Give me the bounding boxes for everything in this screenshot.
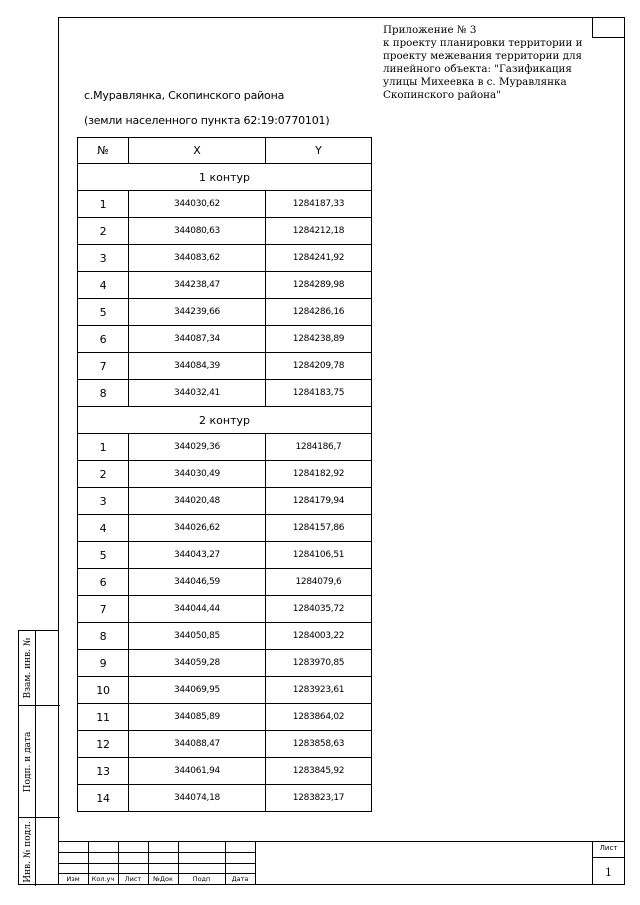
table-row bbox=[78, 704, 372, 731]
y-coordinate: 1284186,7 bbox=[266, 434, 372, 461]
point-number: 4 bbox=[78, 272, 129, 299]
contour-header-row bbox=[78, 407, 372, 434]
table-row bbox=[78, 245, 372, 272]
x-coordinate: 344069,95 bbox=[129, 677, 266, 704]
point-number: 3 bbox=[78, 245, 129, 272]
y-coordinate: 1284079,6 bbox=[266, 569, 372, 596]
x-coordinate: 344046,59 bbox=[129, 569, 266, 596]
point-number: 6 bbox=[78, 326, 129, 353]
appendix-line: проекту межевания территории для bbox=[383, 50, 583, 62]
x-coordinate: 344030,62 bbox=[129, 191, 266, 218]
table-row bbox=[78, 542, 372, 569]
table-body bbox=[78, 164, 372, 812]
x-coordinate: 344238,47 bbox=[129, 272, 266, 299]
point-number: 11 bbox=[78, 704, 129, 731]
point-number: 7 bbox=[78, 353, 129, 380]
point-number: 13 bbox=[78, 758, 129, 785]
point-number: 1 bbox=[78, 191, 129, 218]
appendix-line: Приложение № 3 bbox=[383, 24, 477, 36]
point-number: 2 bbox=[78, 218, 129, 245]
table-row bbox=[78, 785, 372, 812]
y-coordinate: 1284106,51 bbox=[266, 542, 372, 569]
point-number: 4 bbox=[78, 515, 129, 542]
tb-label-podp: Подп bbox=[192, 875, 211, 883]
table-row bbox=[78, 758, 372, 785]
header-number: № bbox=[78, 138, 129, 164]
table-row bbox=[78, 677, 372, 704]
tb-label-data: Дата bbox=[231, 875, 249, 883]
y-coordinate: 1284182,92 bbox=[266, 461, 372, 488]
x-coordinate: 344044,44 bbox=[129, 596, 266, 623]
tb-label-list: Лист bbox=[124, 875, 142, 883]
table-row bbox=[78, 515, 372, 542]
point-number: 2 bbox=[78, 461, 129, 488]
margin-cell-podp-data bbox=[19, 706, 60, 818]
x-coordinate: 344030,49 bbox=[129, 461, 266, 488]
table-row bbox=[78, 488, 372, 515]
contour-header-row bbox=[78, 164, 372, 191]
y-coordinate: 1284209,78 bbox=[266, 353, 372, 380]
x-coordinate: 344029,36 bbox=[129, 434, 266, 461]
y-coordinate: 1283823,17 bbox=[266, 785, 372, 812]
x-coordinate: 344088,47 bbox=[129, 731, 266, 758]
x-coordinate: 344087,34 bbox=[129, 326, 266, 353]
y-coordinate: 1284238,89 bbox=[266, 326, 372, 353]
point-number: 10 bbox=[78, 677, 129, 704]
y-coordinate: 1284179,94 bbox=[266, 488, 372, 515]
x-coordinate: 344084,39 bbox=[129, 353, 266, 380]
table-header-row bbox=[78, 138, 372, 164]
point-number: 14 bbox=[78, 785, 129, 812]
table-row bbox=[78, 650, 372, 677]
sheet-number: 1 bbox=[605, 866, 612, 879]
x-coordinate: 344080,63 bbox=[129, 218, 266, 245]
appendix-line: улицы Михеевка в с. Муравлянка bbox=[383, 76, 567, 88]
x-coordinate: 344061,94 bbox=[129, 758, 266, 785]
x-coordinate: 344083,62 bbox=[129, 245, 266, 272]
tb-label-kol-uch: Кол.уч bbox=[91, 875, 115, 883]
tb-label-izm: Изм bbox=[66, 875, 80, 883]
x-coordinate: 344085,89 bbox=[129, 704, 266, 731]
point-number: 9 bbox=[78, 650, 129, 677]
y-coordinate: 1284003,22 bbox=[266, 623, 372, 650]
x-coordinate: 344043,27 bbox=[129, 542, 266, 569]
table-row bbox=[78, 326, 372, 353]
point-number: 12 bbox=[78, 731, 129, 758]
y-coordinate: 1284289,98 bbox=[266, 272, 372, 299]
location-caption: с.Муравлянка, Скопинского района bbox=[84, 89, 285, 102]
point-number: 5 bbox=[78, 542, 129, 569]
x-coordinate: 344032,41 bbox=[129, 380, 266, 407]
y-coordinate: 1284286,16 bbox=[266, 299, 372, 326]
corner-stamp-box bbox=[592, 17, 625, 38]
x-coordinate: 344020,48 bbox=[129, 488, 266, 515]
y-coordinate: 1283845,92 bbox=[266, 758, 372, 785]
y-coordinate: 1284241,92 bbox=[266, 245, 372, 272]
appendix-header bbox=[383, 24, 593, 102]
y-coordinate: 1284212,18 bbox=[266, 218, 372, 245]
x-coordinate: 344050,85 bbox=[129, 623, 266, 650]
margin-label-inv-podl: Инв. № подл. bbox=[22, 821, 33, 883]
header-x: X bbox=[129, 138, 266, 164]
title-block-top-line bbox=[58, 841, 625, 842]
contour-title: 1 контур bbox=[78, 164, 372, 191]
contour-title: 2 контур bbox=[78, 407, 372, 434]
margin-label-inv-zam: Взам. инв. № bbox=[22, 637, 33, 699]
margin-cell-inv-podl bbox=[19, 818, 60, 886]
y-coordinate: 1284183,75 bbox=[266, 380, 372, 407]
table-row bbox=[78, 623, 372, 650]
sheet-label: Лист bbox=[599, 844, 618, 852]
x-coordinate: 344239,66 bbox=[129, 299, 266, 326]
table-row bbox=[78, 272, 372, 299]
y-coordinate: 1284157,86 bbox=[266, 515, 372, 542]
lands-caption: (земли населенного пункта 62:19:0770101) bbox=[84, 114, 330, 127]
margin-strip bbox=[18, 630, 59, 885]
title-block-col-line bbox=[255, 841, 256, 885]
coordinates-table bbox=[77, 137, 372, 812]
table-row bbox=[78, 218, 372, 245]
point-number: 5 bbox=[78, 299, 129, 326]
table-row bbox=[78, 380, 372, 407]
margin-label-podp-data: Подп. и дата bbox=[22, 731, 33, 792]
point-number: 3 bbox=[78, 488, 129, 515]
point-number: 1 bbox=[78, 434, 129, 461]
y-coordinate: 1284035,72 bbox=[266, 596, 372, 623]
table-row bbox=[78, 299, 372, 326]
margin-cell-inv-zam bbox=[19, 631, 60, 706]
appendix-line: к проекту планировки территории и bbox=[383, 37, 583, 49]
y-coordinate: 1283970,85 bbox=[266, 650, 372, 677]
table-row bbox=[78, 191, 372, 218]
sheet-cell-line bbox=[592, 857, 625, 858]
point-number: 8 bbox=[78, 380, 129, 407]
y-coordinate: 1284187,33 bbox=[266, 191, 372, 218]
appendix-line: Скопинского района" bbox=[383, 89, 501, 101]
point-number: 8 bbox=[78, 623, 129, 650]
table-row bbox=[78, 731, 372, 758]
table-row bbox=[78, 434, 372, 461]
header-y: Y bbox=[266, 138, 372, 164]
x-coordinate: 344059,28 bbox=[129, 650, 266, 677]
y-coordinate: 1283923,61 bbox=[266, 677, 372, 704]
table-row bbox=[78, 596, 372, 623]
point-number: 7 bbox=[78, 596, 129, 623]
tb-label-n-dok: №Док bbox=[153, 875, 173, 883]
x-coordinate: 344026,62 bbox=[129, 515, 266, 542]
appendix-line: линейного объекта: "Газификация bbox=[383, 63, 572, 75]
point-number: 6 bbox=[78, 569, 129, 596]
x-coordinate: 344074,18 bbox=[129, 785, 266, 812]
table-row bbox=[78, 353, 372, 380]
table-row bbox=[78, 461, 372, 488]
y-coordinate: 1283858,63 bbox=[266, 731, 372, 758]
y-coordinate: 1283864,02 bbox=[266, 704, 372, 731]
table-row bbox=[78, 569, 372, 596]
